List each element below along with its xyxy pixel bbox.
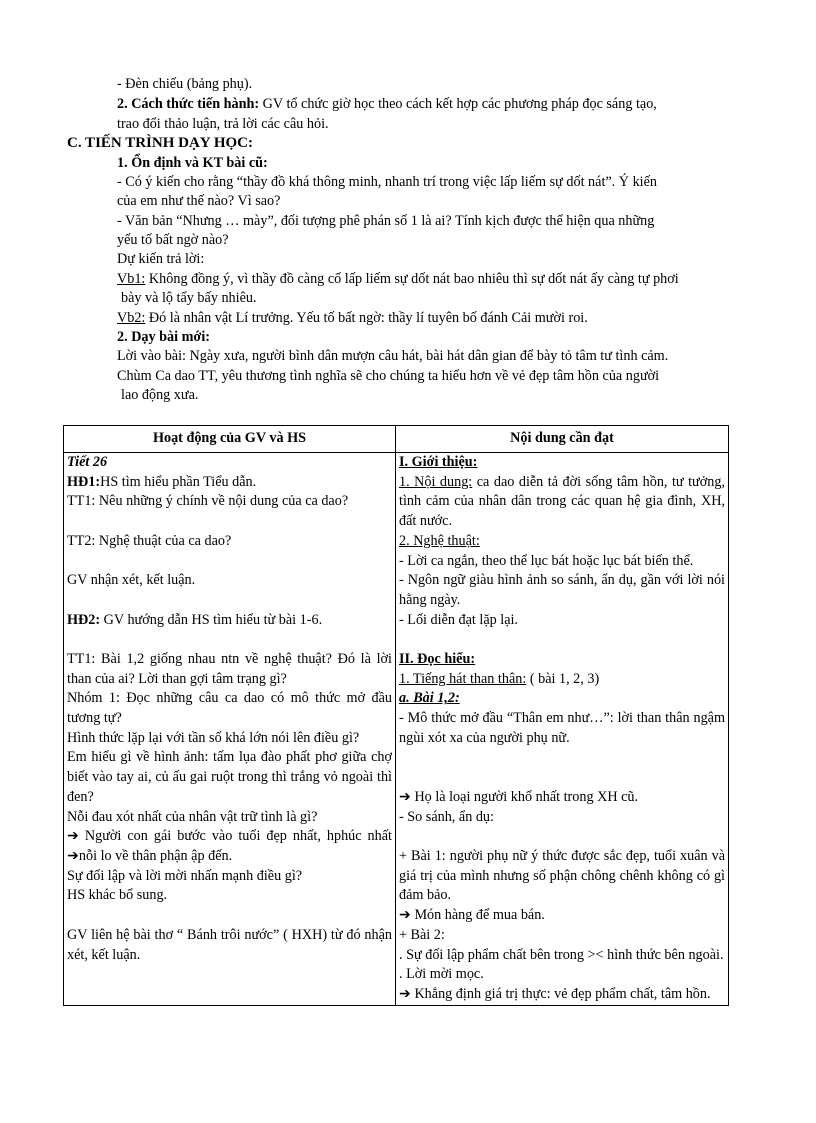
poem-2-label: + Bài 2: [399,926,445,943]
section-1-heading: 1. Ổn định và KT bài cũ: [117,155,268,171]
image-question: Em hiểu gì về hình ảnh: tấm lụa đào phất phơ giữa chợ biết vào tay ai, củ ấu gai ruột trong thì trắng vỏ ngoài thì đen? [67,749,392,805]
method-text: GV tổ chức giờ học theo cách kết hợp các phương pháp đọc sáng tạo, [259,96,657,112]
arrow-right-icon: ➔ [399,907,411,924]
lament-label: 1. Tiếng hát than thân: [399,670,527,687]
art-point-1: - Lời ca ngắn, theo thể lục bát hoặc lục bát biến thể. [399,552,694,569]
invitation-point: . Lời mời mọc. [399,966,484,983]
content-text [399,473,725,532]
content-cell [396,453,729,1006]
answer-2-label: Vb2: [117,310,146,326]
arrow-right-icon: ➔ [67,848,79,864]
task-2: TT2: Nghệ thuật của ca dao? [67,532,232,549]
activity-table [63,425,729,1006]
activity-1-label: HĐ1: [67,473,101,490]
comparison-point: - So sánh, ẩn dụ: [399,808,494,825]
intro-speech-2: Chùm Ca dao TT, yêu thương tình nghĩa sẽ cho chúng ta hiểu hơn về vẻ đẹp tâm hồn của người [117,368,660,384]
section-2-heading: 2. Dạy bài mới: [117,329,210,345]
question-1b: của em như thế nào? Vì sao? [117,193,281,209]
activities-cell [64,453,396,1006]
teacher-comment-1: GV nhận xét, kết luận. [67,572,196,589]
activity-2 [67,611,392,631]
activity-2-label: HĐ2: [67,611,101,628]
activity-1 [67,473,392,493]
opening-pattern: - Mô thức mở đầu “Thân em như…”: lời than thân ngậm ngùi xót xa của người phụ nữ. [399,710,725,746]
hardship-point [399,788,725,808]
section-c-heading: C. TIẾN TRÌNH DẠY HỌC: [67,135,253,151]
poem-1-point: + Bài 1: người phụ nữ ý thức được sắc đẹp, tuổi xuân và giá trị của mình nhưng số phận chông chênh không có gì đảm bảo. [399,848,725,904]
method-line [117,94,657,114]
girl-answer [67,827,392,866]
affirmation-text: Khẳng định giá trị thực: vẻ đẹp phẩm chất, tâm hồn. [410,985,711,1002]
answer-1-label: Vb1: [117,271,146,287]
task-1: TT1: Nêu những ý chính về nội dung của ca dao? [67,493,349,510]
equipment-line: - Đèn chiếu (bảng phụ). [117,76,253,92]
answer-1b: bày và lộ tẩy bấy nhiêu. [121,290,257,306]
art-point-3: - Lối diễn đạt lặp lại. [399,611,518,628]
expected-answer-label: Dự kiến trả lời: [117,251,205,267]
header-activities: Hoạt động của GV và HS [64,426,396,453]
girl-answer-text-2: nỗi lo về thân phận ập đến. [78,848,233,864]
question-2b: yếu tố bất ngờ nào? [117,232,229,248]
activity-2-text: GV hướng dẫn HS tìm hiểu từ bài 1-6. [100,611,323,628]
task-1b: TT1: Bài 1,2 giống nhau ntn về nghệ thuật? Đó là lời than của ai? Lời than gợi tâm trạng gì? [67,650,392,687]
arrow-right-icon: ➔ [399,788,411,805]
goods-text: Món hàng để mua bán. [410,907,545,924]
content-label: 1. Nội dung: [399,473,473,490]
art-heading: 2. Nghệ thuật: [399,532,480,549]
intro-heading: I. Giới thiệu: [399,454,478,470]
activity-1-text: HS tìm hiểu phần Tiểu dẫn. [100,473,257,490]
repetition-question: Hình thức lặp lại với tần số khá lớn nói lên điều gì? [67,729,360,746]
student-supplement: HS khác bổ sung. [67,887,168,904]
answer-1-text: Không đồng ý, vì thầy đồ càng cố lấp liếm sự dốt nát bao nhiêu thì sự dốt nát ấy càng tự phơi [145,271,679,287]
group-1-task: Nhóm 1: Đọc những câu ca dao có mô thức mở đầu tương tự? [67,690,392,727]
poem-1-2-heading: a. Bài 1,2: [399,690,460,707]
arrow-right-icon: ➔ [67,828,79,845]
method-line-2: trao đổi thảo luận, trả lời các câu hỏi. [117,116,329,132]
goods-point [399,906,725,926]
table-row [64,453,729,1006]
lament-range: ( bài 1, 2, 3) [526,670,600,687]
method-label: 2. Cách thức tiến hành: [117,96,260,112]
reading-heading: II. Đọc hiểu: [399,651,476,668]
teacher-comment-2: GV liên hệ bài thơ “ Bánh trôi nước” ( HXH) từ đó nhận xét, kết luận. [67,926,392,963]
lament-heading [399,670,725,690]
answer-1 [117,269,679,289]
affirmation-point [399,985,725,1005]
intro-speech-3: lao động xưa. [121,387,199,403]
table-header-row [64,426,729,453]
intro-speech-1: Lời vào bài: Ngày xưa, người bình dân mượn câu hát, bài hát dân gian để bày tỏ tâm tư tình cảm. [117,348,669,364]
pain-question: Nỗi đau xót nhất của nhân vật trữ tình là gì? [67,808,318,825]
art-point-2: - Ngôn ngữ giàu hình ảnh so sánh, ẩn dụ, gần với lời nói hằng ngày. [399,572,725,608]
contrast-point: . Sự đối lập phẩm chất bên trong >< hình thức bên ngoài. [399,946,724,963]
girl-answer-text: Người con gái bước vào tuổi đẹp nhất, hphúc nhất [78,828,392,845]
question-2a: - Văn bản “Nhưng … mày”, đối tượng phê phán số 1 là ai? Tính kịch được thể hiện qua những [117,213,655,229]
lesson-number: Tiết 26 [67,454,108,470]
header-content: Nội dung cần đạt [396,426,729,453]
content-body: ca dao diễn tả đời sống tâm hồn, tư tưởng, tình cảm của nhân dân trong các quan hệ gia đình, XH, đất nước. [399,473,725,530]
question-1a: - Có ý kiến cho rằng “thầy đồ khá thông minh, nhanh trí trong việc lấp liếm sự dốt nát”. Ý kiến [117,174,657,190]
contrast-question: Sự đối lập và lời mời nhấn mạnh điều gì? [67,867,303,884]
answer-2-text: Đó là nhân vật Lí trưởng. Yếu tố bất ngờ: thầy lí tuyên bố đánh Cải mười roi. [145,310,588,326]
arrow-right-icon: ➔ [399,985,411,1002]
answer-2 [117,308,588,328]
hardship-text: Họ là loại người khổ nhất trong XH cũ. [410,788,639,805]
